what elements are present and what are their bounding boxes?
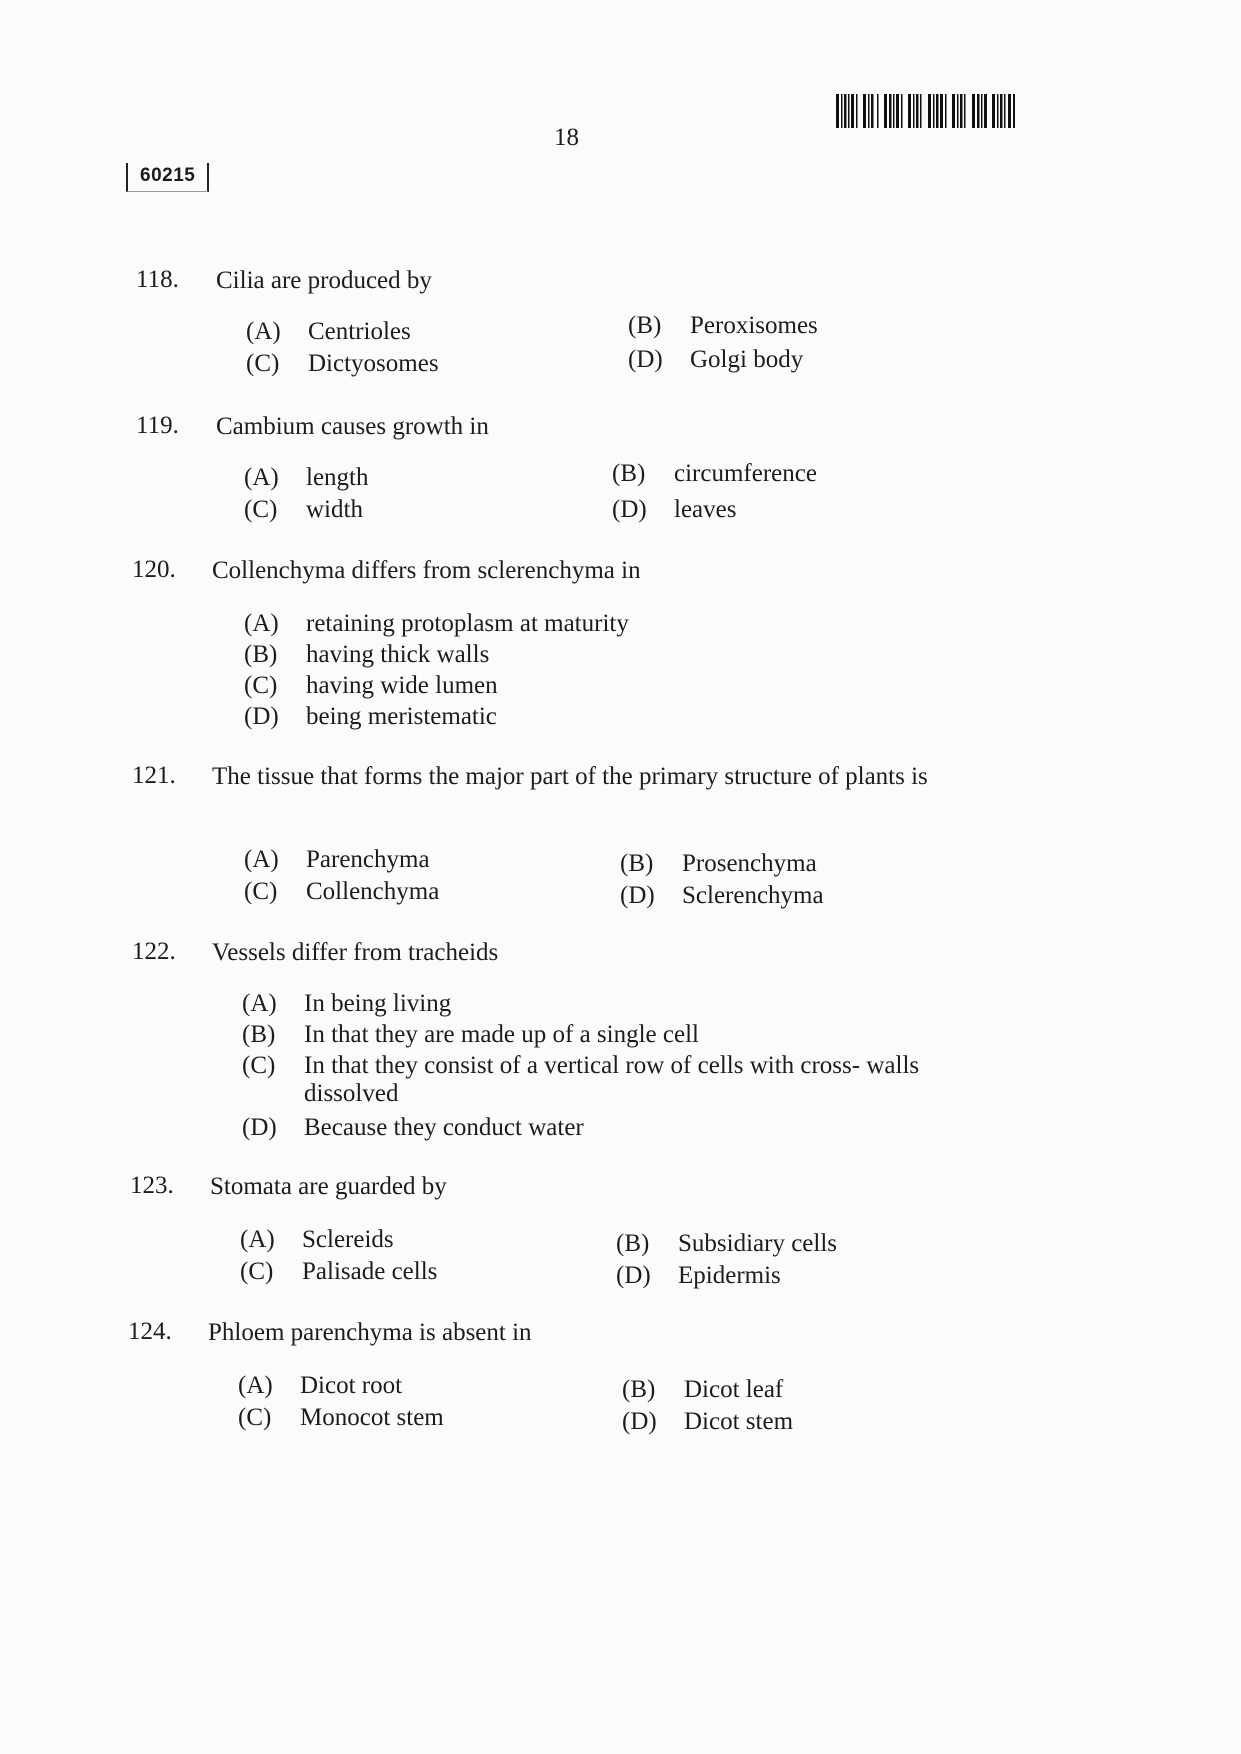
option-b: (B) having thick walls bbox=[244, 641, 490, 668]
option-b: (B) In that they are made up of a single cell bbox=[242, 1021, 699, 1048]
option-a: (A) retaining protoplasm at maturity bbox=[244, 610, 629, 637]
question-number: 122. bbox=[132, 938, 176, 965]
option-c: (C) width bbox=[244, 496, 363, 523]
option-d: (D) Sclerenchyma bbox=[620, 882, 824, 909]
option-d: (D) Golgi body bbox=[628, 346, 804, 373]
question-text: Collenchyma differs from sclerenchyma in bbox=[212, 557, 641, 584]
question-text: Phloem parenchyma is absent in bbox=[208, 1319, 532, 1346]
question-number: 121. bbox=[132, 762, 176, 789]
question-text: The tissue that forms the major part of the primary structure of plants is bbox=[212, 763, 928, 790]
option-b: (B) Subsidiary cells bbox=[616, 1230, 838, 1257]
question-text: Stomata are guarded by bbox=[210, 1173, 447, 1200]
option-d: (D) Because they conduct water bbox=[242, 1114, 584, 1141]
option-a: (A) Centrioles bbox=[246, 318, 411, 345]
option-a: (A) In being living bbox=[242, 990, 452, 1017]
question-text: Cambium causes growth in bbox=[216, 413, 489, 440]
option-c: (C) Monocot stem bbox=[238, 1404, 444, 1431]
question-number: 124. bbox=[128, 1318, 172, 1345]
option-b: (B) Dicot leaf bbox=[622, 1376, 784, 1403]
option-d: (D) Epidermis bbox=[616, 1262, 781, 1289]
option-a: (A) Dicot root bbox=[238, 1372, 403, 1399]
option-a: (A) Parenchyma bbox=[244, 846, 430, 873]
paper-code: 60215 bbox=[126, 163, 209, 192]
option-d: (D) Dicot stem bbox=[622, 1408, 794, 1435]
question-number: 123. bbox=[130, 1172, 174, 1199]
question-number: 119. bbox=[136, 412, 179, 439]
barcode-icon bbox=[836, 92, 1016, 130]
question-number: 118. bbox=[136, 266, 179, 293]
option-b: (B) Prosenchyma bbox=[620, 850, 817, 877]
option-d: (D) being meristematic bbox=[244, 703, 497, 730]
option-c: (C) having wide lumen bbox=[244, 672, 498, 699]
option-a: (A) length bbox=[244, 464, 369, 491]
question-text: Cilia are produced by bbox=[216, 267, 432, 294]
page-number: 18 bbox=[554, 124, 579, 151]
option-c: (C) Collenchyma bbox=[244, 878, 440, 905]
option-c: (C) In that they consist of a vertical row of cells with cross- walls dissolved bbox=[242, 1052, 920, 1107]
option-a: (A) Sclereids bbox=[240, 1226, 394, 1253]
option-d: (D) leaves bbox=[612, 496, 737, 523]
option-c: (C) Palisade cells bbox=[240, 1258, 438, 1285]
question-number: 120. bbox=[132, 556, 176, 583]
option-b: (B) circumference bbox=[612, 460, 817, 487]
option-b: (B) Peroxisomes bbox=[628, 312, 818, 339]
option-c: (C) Dictyosomes bbox=[246, 350, 439, 377]
question-text: Vessels differ from tracheids bbox=[212, 939, 499, 966]
